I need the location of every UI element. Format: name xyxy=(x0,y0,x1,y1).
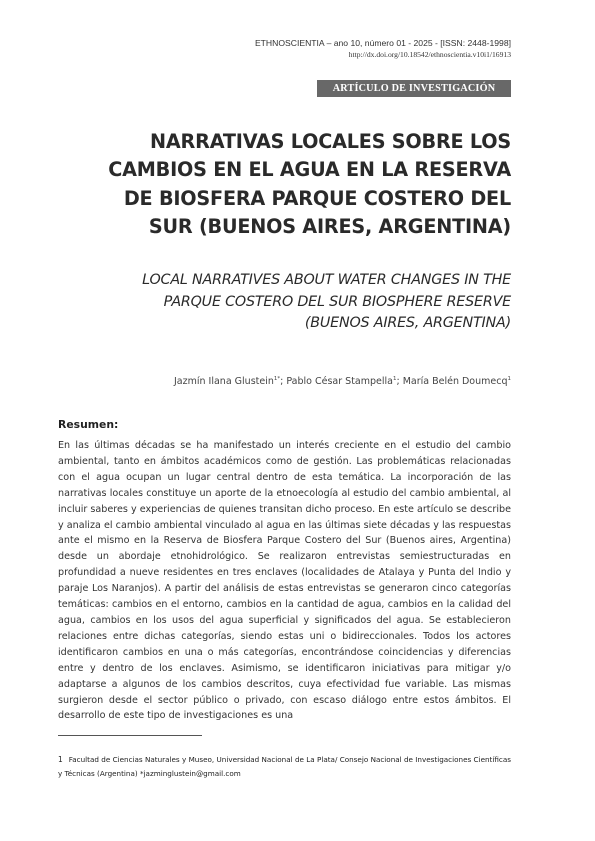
article-subtitle xyxy=(71,270,511,335)
abstract-body: En las últimas décadas se ha manifestado un interés creciente en el estudio del cambio ambiental, tanto en ámbitos académicos como de gestión. Las problemáticas relacionadas con el agua ocupan un lugar central dentro de esta temática. La incorporación de las narrativas locales constituye un aporte de la etnoecología al estudio del cambio ambiental, al incluir saberes y experiencias de quienes transitan dicho proceso. En este artículo se describe y analiza el cambio ambiental vinculado al agua en las últimas siete décadas y las respuestas ante el mismo en la Reserva de Biosfera Parque Costero del Sur (Buenos aires, Argentina) desde un abordaje etnohidrológico. Se realizaron entrevistas semiestructuradas en profundidad a nueve residentes en tres enclaves (localidades de Atalaya y Punta del Indio y paraje Los Naranjos). A partir del análisis de estas entrevistas se generaron cinco categorías temáticas: cambios en el entorno, cambios en la cantidad de agua, cambios en la calidad del agua, cambios en los usos del agua superficial y significados del agua. Se establecieron relaciones entre dichas categorías, siendo estas uni o bidireccionales. Todos los actores identificaron cambios en una o más categorías, encontrándose coincidencias y diferencias entre y dentro de los enclaves. Asimismo, se identificaron iniciativas para mitigar y/o adaptarse a algunos de los cambios descritos, cuya efectividad fue variable. Las mismas surgieron desde el sector público o privado, con escaso diálogo entre estos ámbitos. El desarrollo de este tipo de investigaciones es una xyxy=(58,440,511,722)
abstract-heading: Resumen: xyxy=(58,418,119,431)
title-line: SUR (BUENOS AIRES, ARGENTINA) xyxy=(148,215,511,239)
subtitle-line: (BUENOS AIRES, ARGENTINA) xyxy=(304,315,511,331)
section-label-text: ARTÍCULO DE INVESTIGACIÓN xyxy=(332,83,496,94)
author-name: Pablo César Stampella xyxy=(286,376,393,387)
title-line: DE BIOSFERA PARQUE COSTERO DEL xyxy=(123,186,511,210)
author-list xyxy=(174,376,511,387)
author-affiliation-mark: 1 xyxy=(507,375,511,382)
footnote-divider xyxy=(58,735,202,736)
subtitle-line: PARQUE COSTERO DEL SUR BIOSPHERE RESERVE xyxy=(163,293,511,310)
author-separator: ; xyxy=(280,376,287,387)
journal-info: ETHNOSCIENTIA – ano 10, número 01 - 2025 - [ISSN: 2448-1998] xyxy=(254,38,511,48)
subtitle-line: LOCAL NARRATIVES ABOUT WATER CHANGES IN THE xyxy=(142,272,511,288)
doi-link[interactable]: http://dx.doi.org/10.18542/ethnoscientia.v10i1/16913 xyxy=(348,50,511,59)
author-separator: ; xyxy=(396,376,403,387)
author-affiliation-mark: 1 xyxy=(392,375,397,382)
title-line: CAMBIOS EN EL AGUA EN LA RESERVA xyxy=(108,158,511,182)
footnote-marker: 1 xyxy=(58,755,63,764)
article-title xyxy=(71,128,511,242)
author-name: Jazmín Ilana Glustein xyxy=(174,376,274,387)
footnote xyxy=(58,753,511,780)
title-line: NARRATIVAS LOCALES SOBRE LOS xyxy=(150,130,511,153)
author-name: María Belén Doumecq xyxy=(402,376,508,387)
section-label xyxy=(317,80,511,97)
footnote-text: Facultad de Ciencias Naturales y Museo, Universidad Nacional de La Plata/ Consejo Nacional de Investigaciones Científicas y Técnicas (Argentina) *jazminglustein@gmail.com xyxy=(58,755,511,778)
author-affiliation-mark: 1* xyxy=(273,375,281,382)
